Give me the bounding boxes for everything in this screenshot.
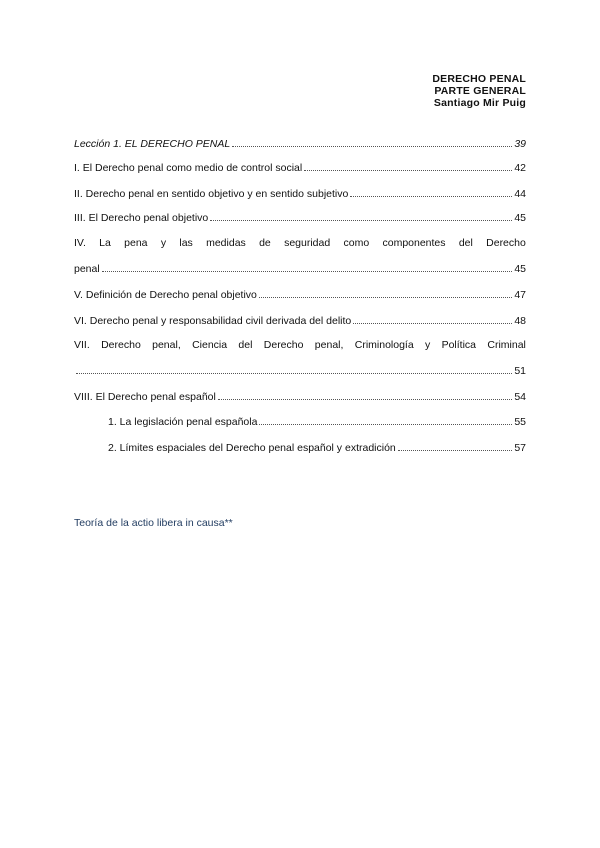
dot-leader — [304, 161, 512, 171]
toc-word: del — [238, 339, 253, 351]
toc-entry-label: VIII. El Derecho penal español — [74, 391, 216, 403]
toc-page-number: 47 — [514, 289, 526, 301]
toc-page-number: 51 — [514, 365, 526, 377]
toc-word: penal, — [152, 339, 181, 351]
toc-page-number: 55 — [514, 416, 526, 428]
toc-word: Derecho — [263, 339, 304, 351]
dot-leader — [102, 262, 513, 272]
toc-entry-label: V. Definición de Derecho penal objetivo — [74, 289, 257, 301]
dot-leader — [259, 288, 512, 298]
toc-entry-viii[interactable] — [74, 390, 526, 404]
toc-word: Derecho — [486, 237, 526, 249]
toc-word: como — [343, 237, 370, 249]
toc-word: penal, — [314, 339, 344, 351]
toc-page-number: 45 — [514, 212, 526, 224]
toc-page-number: 54 — [514, 391, 526, 403]
toc-page-number: 45 — [514, 263, 526, 275]
toc-word: Criminología — [354, 339, 414, 351]
toc-entry-iv-continued[interactable] — [74, 262, 526, 276]
toc-entry-label: 2. Límites espaciales del Derecho penal español y extradición — [108, 442, 396, 454]
toc-page-number: 42 — [514, 162, 526, 174]
toc-entry-viii-1[interactable] — [108, 415, 526, 429]
toc-entry-i[interactable] — [74, 161, 526, 175]
toc-word: pena — [124, 237, 148, 249]
dot-leader — [218, 390, 512, 400]
document-header — [432, 73, 526, 109]
toc-entry-label: II. Derecho penal en sentido objetivo y en sentido subjetivo — [74, 188, 349, 200]
toc-word: del — [458, 237, 473, 249]
dot-leader — [398, 441, 513, 451]
toc-entry-v[interactable] — [74, 288, 526, 302]
toc-entry-vi[interactable] — [74, 314, 526, 328]
dot-leader — [232, 137, 512, 147]
toc-entry-label: penal — [74, 263, 100, 275]
toc-page-number: 44 — [514, 188, 526, 200]
toc-word: y — [160, 237, 167, 249]
toc-entry-vii-continued[interactable] — [74, 364, 526, 378]
toc-entry-vii[interactable] — [74, 339, 526, 353]
toc-word: medidas — [206, 237, 246, 249]
toc-entry-label: Lección 1. EL DERECHO PENAL — [74, 138, 231, 150]
toc-page-number: 48 — [514, 315, 526, 327]
dot-leader — [76, 364, 512, 374]
toc-entry-lesson-1[interactable] — [74, 137, 526, 151]
toc-word: Política — [441, 339, 477, 351]
dot-leader — [210, 211, 512, 221]
toc-page-number: 39 — [514, 138, 526, 150]
toc-word: VII. — [74, 339, 90, 351]
toc-word: y — [425, 339, 431, 351]
dot-leader — [350, 187, 512, 197]
dot-leader — [259, 415, 512, 425]
toc-entry-viii-2[interactable] — [108, 441, 526, 455]
toc-word: componentes — [382, 237, 446, 249]
toc-word: IV. — [74, 237, 86, 249]
toc-word: La — [99, 237, 111, 249]
toc-word: Derecho — [101, 339, 141, 351]
toc-entry-iii[interactable] — [74, 211, 526, 225]
toc-entry-label: VI. Derecho penal y responsabilidad civil derivada del delito — [74, 315, 352, 327]
toc-word: Ciencia — [192, 339, 228, 351]
toc-entry-label: 1. La legislación penal española — [108, 416, 258, 428]
header-subtitle: PARTE GENERAL — [434, 85, 526, 97]
toc-word: seguridad — [284, 237, 331, 249]
toc-page-number: 57 — [514, 442, 526, 454]
toc-word: las — [179, 237, 193, 249]
toc-entry-iv[interactable] — [74, 237, 526, 251]
toc-word: Criminal — [487, 339, 526, 351]
actio-libera-link[interactable]: Teoría de la actio libera in causa** — [74, 517, 233, 529]
header-title: DERECHO PENAL — [432, 73, 526, 85]
dot-leader — [353, 314, 512, 324]
toc-word: de — [259, 237, 271, 249]
toc-entry-label: I. El Derecho penal como medio de control social — [74, 162, 303, 174]
toc-entry-label: III. El Derecho penal objetivo — [74, 212, 209, 224]
header-author: Santiago Mir Puig — [433, 97, 526, 109]
toc-entry-ii[interactable] — [74, 187, 526, 201]
